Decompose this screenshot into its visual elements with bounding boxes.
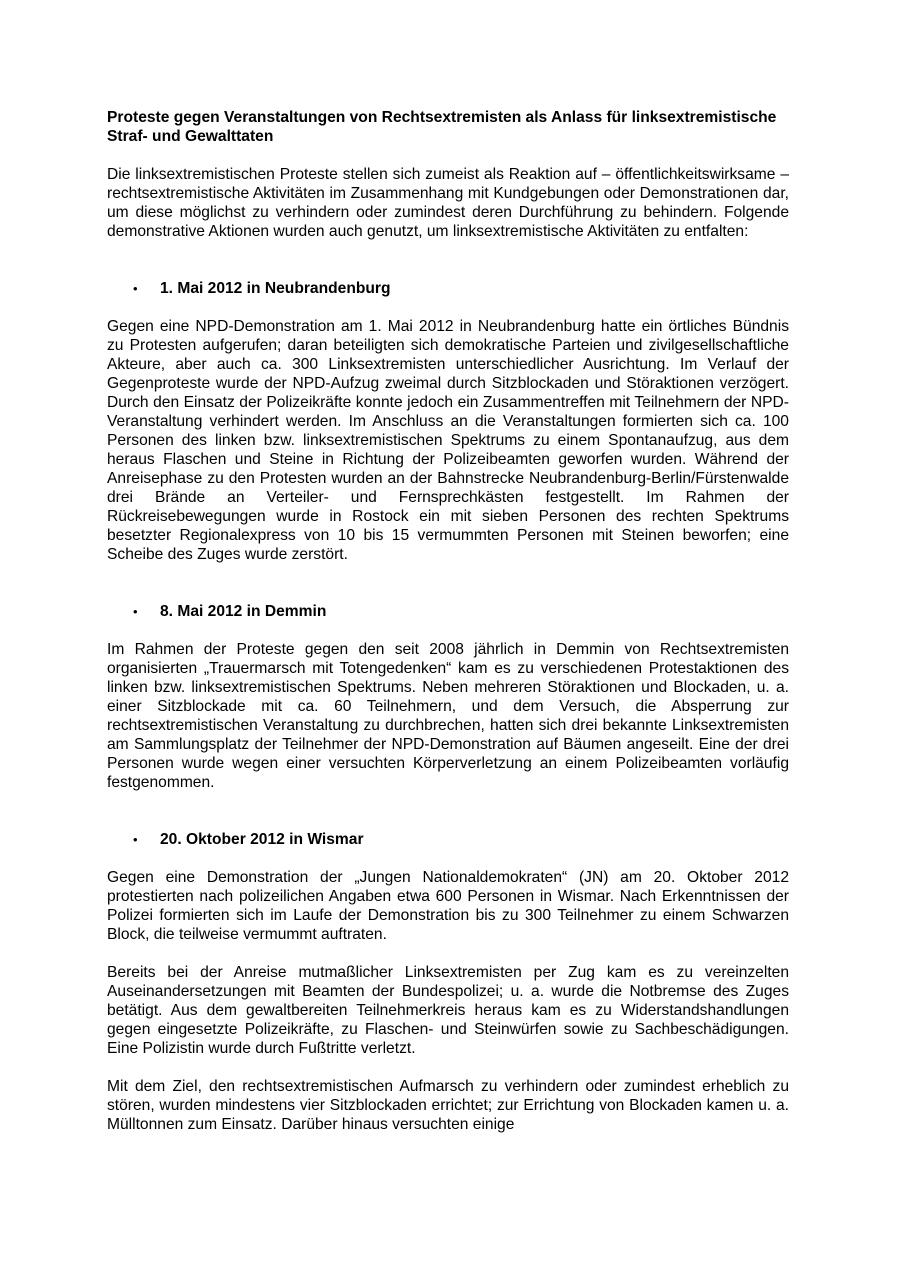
intro-paragraph: Die linksextremistischen Proteste stellen sich zumeist als Reaktion auf – öffentlichkeitswirksame – rechtsextremistische Aktivitäten im Zusammenhang mit Kundgebungen oder Demonstrationen dar, um diese möglichst zu verhindern oder zumindest deren Durchführung zu behindern. Folgende demonstrative Aktionen wurden auch genutzt, um linksextremistische Aktivitäten zu entfalten: bbox=[107, 166, 789, 240]
spacer bbox=[107, 564, 789, 602]
section-paragraph: Gegen eine Demonstration der „Jungen Nationaldemokraten“ (JN) am 20. Oktober 2012 protestierten nach polizeilichen Angaben etwa 600 Personen in Wismar. Nach Erkenntnissen der Polizei formierten sich im Laufe der Demonstration bis zu 300 Teilnehmer zu einem Schwarzen Block, die teilweise vermummt auftraten. bbox=[107, 869, 789, 943]
spacer bbox=[107, 792, 789, 830]
spacer bbox=[107, 944, 789, 963]
section-paragraph: Gegen eine NPD-Demonstration am 1. Mai 2012 in Neubrandenburg hatte ein örtliches Bündnis zu Protesten aufgerufen; daran beteiligten sich demokratische Parteien und zivilgesellschaftliche Akteure, aber auch ca. 300 Linksextremisten unterschiedlicher Ausrichtung. Im Verlauf der Gegenproteste wurde der NPD-Aufzug zweimal durch Sitzblockaden und Störaktionen verzögert. Durch den Einsatz der Polizeikräfte konnte jedoch ein Zusammentreffen mit Teilnehmern der NPD-Veranstaltung verhindert werden. Im Anschluss an die Veranstaltungen formierten sich ca. 100 Personen des linken bzw. linksextremistischen Spektrums zu einem Spontanaufzug, aus dem heraus Flaschen und Steine in Richtung der Polizeibeamten geworfen wurden. Während der Anreisephase zu den Protesten wurden an der Bahnstrecke Neubrandenburg-Berlin/Fürstenwalde drei Brände an Verteiler- und Fernsprechkästen festgestellt. Im Rahmen der Rückreisebewegungen wurde in Rostock ein mit sieben Personen des rechten Spektrums besetzter Regionalexpress von 10 bis 15 vermummten Personen mit Steinen beworfen; eine Scheibe des Zuges wurde zerstört. bbox=[107, 318, 789, 563]
bullet-icon: • bbox=[133, 832, 138, 847]
section-heading-text: 1. Mai 2012 in Neubrandenburg bbox=[160, 280, 391, 297]
document-page bbox=[107, 108, 789, 1134]
document-title: Proteste gegen Veranstaltungen von Rechtsextremisten als Anlass für linksextremistische Straf- und Gewalttaten bbox=[107, 109, 777, 145]
bullet-icon: • bbox=[133, 281, 138, 296]
spacer bbox=[107, 1058, 789, 1077]
section-paragraph: Im Rahmen der Proteste gegen den seit 2008 jährlich in Demmin von Rechtsextremisten organisierten „Trauermarsch mit Totengedenken“ kam es zu verschiedenen Protestaktionen des linken bzw. linksextremistischen Spektrums. Neben mehreren Störaktionen und Blockaden, u. a. einer Sitzblockade mit ca. 60 Teilnehmern, und dem Versuch, die Absperrung zur rechtsextremistischen Veranstaltung zu durchbrechen, hatten sich drei bekannte Linksextremisten am Sammlungsplatz der Teilnehmer der NPD-Demonstration auf Bäumen angeseilt. Eine der drei Personen wurde wegen einer versuchten Körperverletzung an einem Polizeibeamten vorläufig festgenommen. bbox=[107, 641, 789, 791]
section-heading-demmin bbox=[107, 602, 789, 621]
section-heading-text: 8. Mai 2012 in Demmin bbox=[160, 603, 327, 620]
spacer bbox=[107, 241, 789, 279]
section-paragraph: Bereits bei der Anreise mutmaßlicher Linksextremisten per Zug kam es zu vereinzelten Auseinandersetzungen mit Beamten der Bundespolizei; u. a. wurde die Notbremse des Zuges betätigt. Aus dem gewaltbereiten Teilnehmerkreis heraus kam es zu Widerstandshandlungen gegen eingesetzte Polizeikräfte, zu Flaschen- und Steinwürfen sowie zu Sachbeschädigungen. Eine Polizistin wurde durch Fußtritte verletzt. bbox=[107, 964, 789, 1057]
section-heading-wismar bbox=[107, 830, 789, 849]
bullet-icon: • bbox=[133, 604, 138, 619]
section-paragraph: Mit dem Ziel, den rechtsextremistischen Aufmarsch zu verhindern oder zumindest erheblich zu stören, wurden mindestens vier Sitzblockaden errichtet; zur Errichtung von Blockaden kamen u. a. Mülltonnen zum Einsatz. Darüber hinaus versuchten einige bbox=[107, 1078, 789, 1133]
section-heading-neubrandenburg bbox=[107, 279, 789, 298]
section-heading-text: 20. Oktober 2012 in Wismar bbox=[160, 831, 364, 848]
